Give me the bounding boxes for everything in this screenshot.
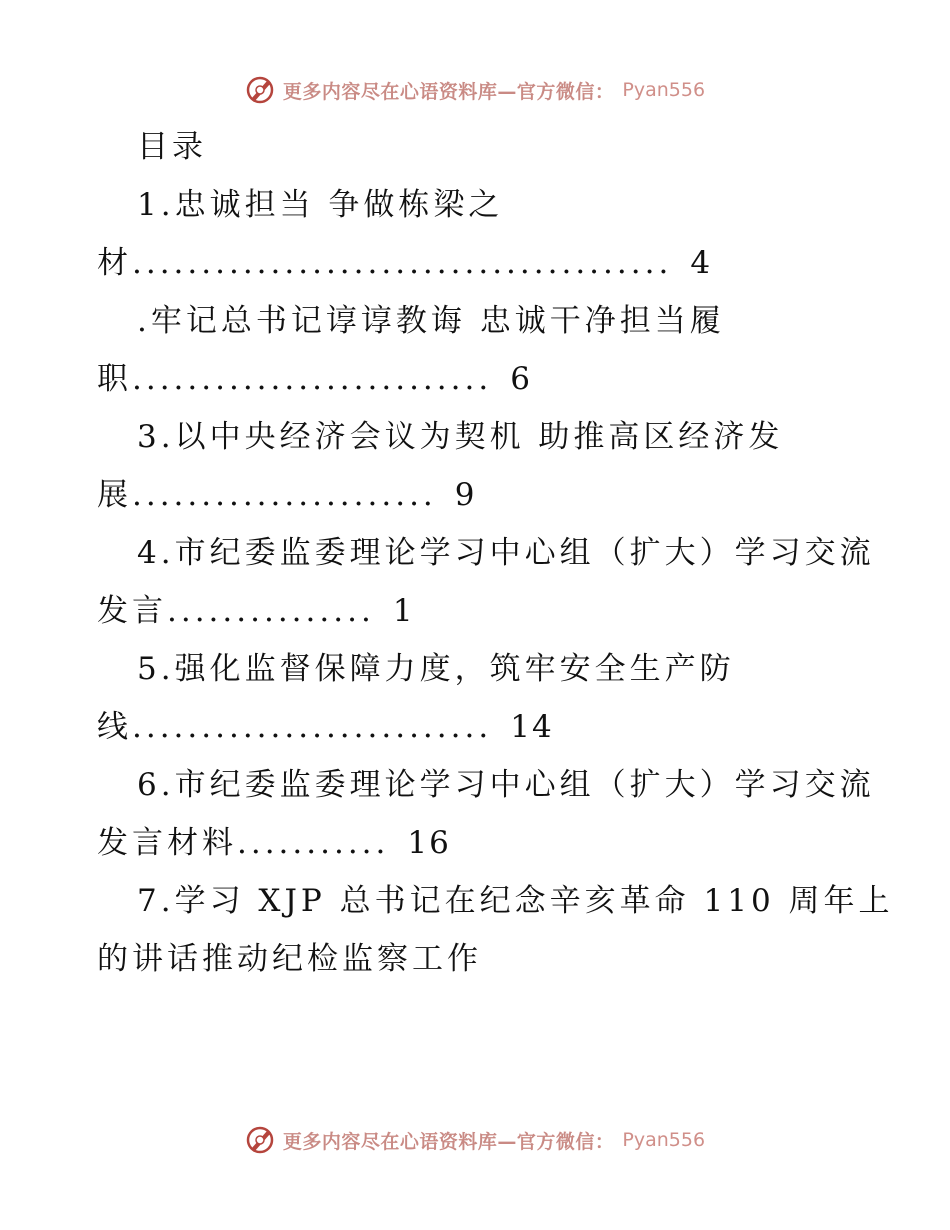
- toc-entry[interactable]: [97, 756, 875, 872]
- toc-entry[interactable]: [97, 408, 857, 524]
- toc-entry-title: 3.以中央经济会议为契机 助推高区经济发: [137, 419, 784, 455]
- watermark-handle: Pyan556: [622, 1129, 706, 1151]
- toc-entry-continuation: 职..........................: [97, 361, 493, 397]
- toc-entry-title: 4.市纪委监委理论学习中心组（扩大）学习交流: [137, 535, 875, 571]
- toc-entry[interactable]: [97, 292, 857, 408]
- toc-entry-continuation: 的讲话推动纪检监察工作: [97, 941, 482, 977]
- toc-page-number: 9: [454, 477, 477, 513]
- toc-entry-title: 5.强化监督保障力度，筑牢安全生产防: [137, 651, 735, 687]
- watermark-text: 更多内容尽在心语资料库—官方微信：: [282, 1130, 615, 1153]
- toc-title: 目录: [137, 129, 207, 165]
- watermark-footer: [0, 1120, 950, 1160]
- toc-entry-title: .牢记总书记谆谆教诲 忠诚干净担当履: [137, 303, 725, 339]
- toc-entry[interactable]: [97, 524, 875, 640]
- pen-logo-icon: [245, 75, 275, 105]
- toc-entry[interactable]: [97, 872, 894, 988]
- watermark-text: 更多内容尽在心语资料库—官方微信：: [282, 80, 615, 103]
- toc-entry-continuation: 发言...............: [97, 593, 375, 629]
- watermark-header: [0, 70, 950, 110]
- toc-page-number: 14: [510, 709, 554, 745]
- toc-entry-title: 6.市纪委监委理论学习中心组（扩大）学习交流: [137, 767, 875, 803]
- toc-entry-title: 7.学习 XJP 总书记在纪念辛亥革命 110 周年上: [137, 883, 894, 919]
- toc-entry[interactable]: [97, 176, 857, 292]
- toc-entry-continuation: 材.......................................: [97, 245, 673, 281]
- table-of-contents: [97, 118, 894, 988]
- watermark-handle: Pyan556: [622, 79, 706, 101]
- toc-page-number: 16: [407, 825, 451, 861]
- toc-page-number: 6: [510, 361, 532, 397]
- toc-entry[interactable]: [97, 640, 857, 756]
- pen-logo-icon: [245, 1125, 275, 1155]
- toc-entry-continuation: 展......................: [97, 477, 437, 513]
- toc-entry-title: 1.忠诚担当 争做栋梁之: [137, 187, 504, 223]
- toc-page-number: 4: [690, 245, 713, 281]
- toc-page-number: 1: [392, 593, 415, 629]
- toc-entry-continuation: 发言材料...........: [97, 825, 390, 861]
- toc-entry-continuation: 线..........................: [97, 709, 493, 745]
